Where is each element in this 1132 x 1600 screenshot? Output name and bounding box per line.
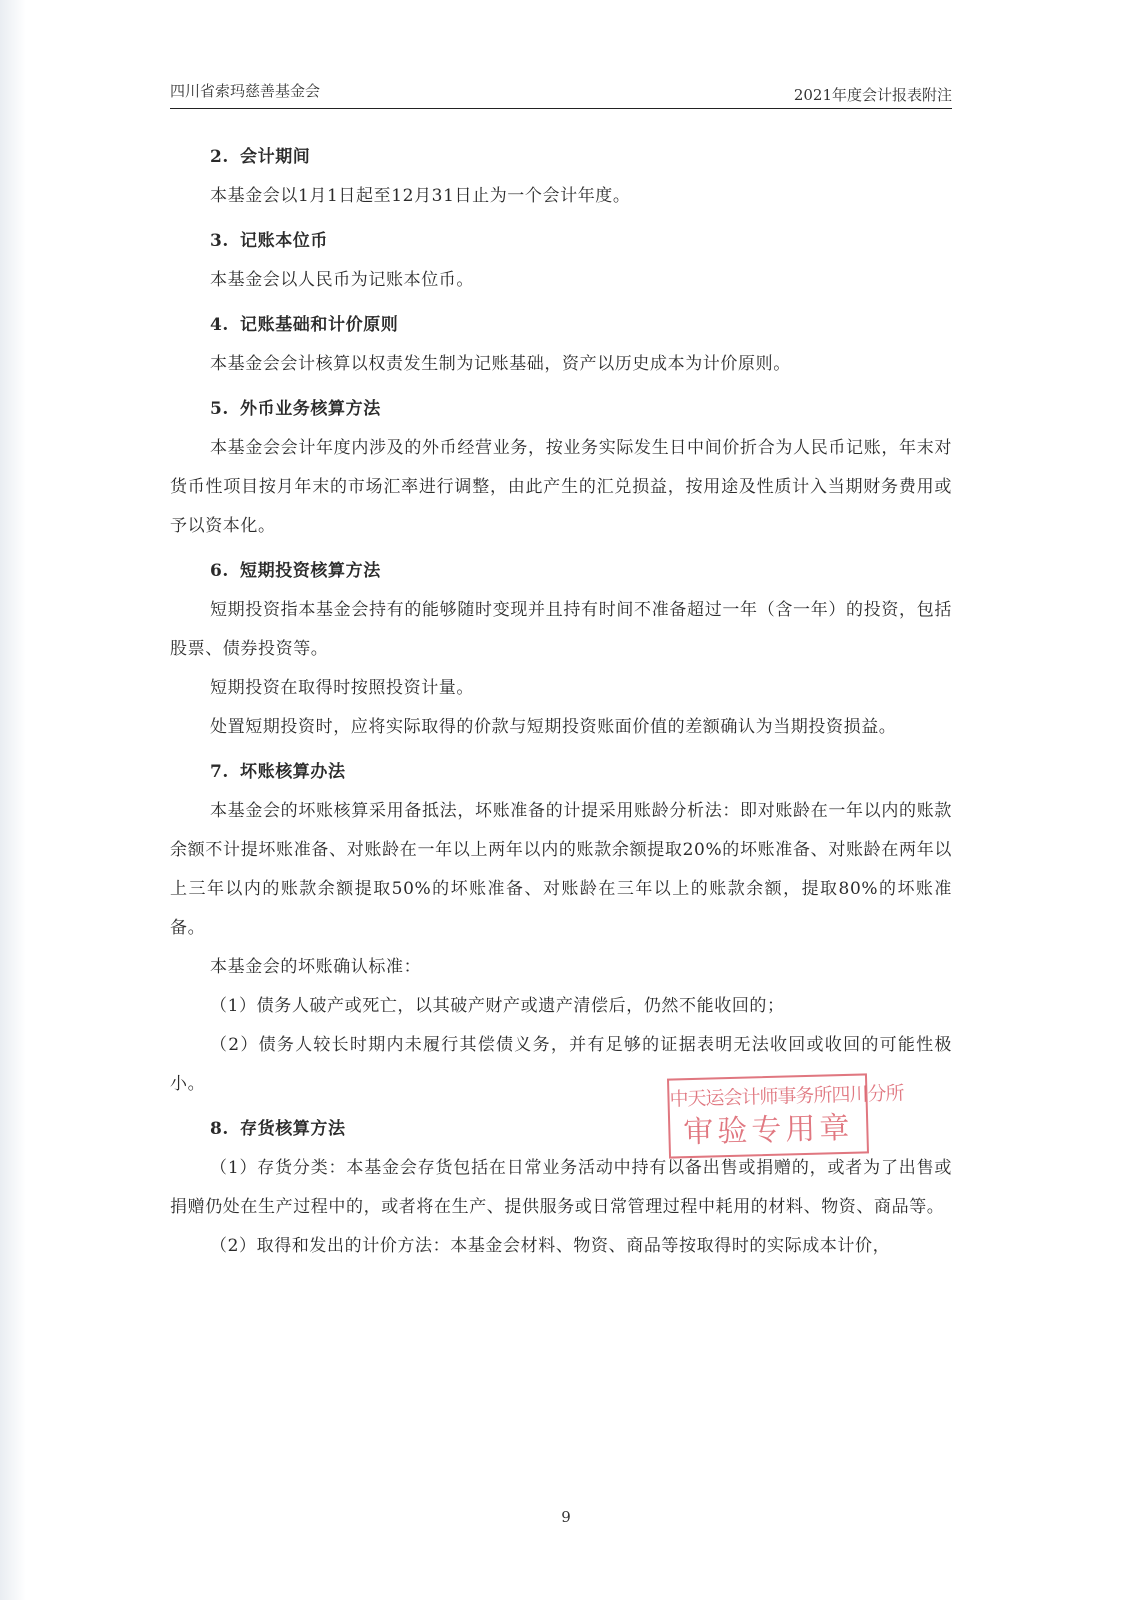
section-heading-2 bbox=[170, 138, 952, 177]
header-report-title: 2021年度会计报表附注 bbox=[793, 86, 952, 104]
section-heading-7 bbox=[170, 753, 952, 792]
section-number: 4. bbox=[210, 315, 229, 335]
section-title: 记账基础和计价原则 bbox=[240, 315, 399, 335]
section-heading-5 bbox=[170, 390, 952, 429]
section-heading-4 bbox=[170, 306, 952, 345]
audit-seal-stamp bbox=[667, 1073, 904, 1158]
list-item: （2）取得和发出的计价方法：本基金会材料、物资、商品等按取得时的实际成本计价， bbox=[210, 1236, 891, 1256]
section-heading-3 bbox=[170, 222, 952, 261]
paragraph: 本基金会的坏账确认标准： bbox=[210, 957, 422, 977]
list-item: （2）债务人较长时期内未履行其偿债义务，并有足够的证据表明无法收回或收回的可能性极小。 bbox=[170, 1035, 952, 1094]
stamp-purpose: 审验专用章 bbox=[682, 1110, 854, 1151]
section-title: 坏账核算办法 bbox=[240, 762, 346, 782]
section-number: 3. bbox=[210, 231, 229, 251]
page-header bbox=[170, 76, 952, 106]
scan-edge-shadow bbox=[0, 0, 26, 1600]
header-organization: 四川省索玛慈善基金会 bbox=[170, 82, 321, 100]
paragraph: 本基金会会计年度内涉及的外币经营业务，按业务实际发生日中间价折合为人民币记账，年末对货币性项目按月年末的市场汇率进行调整，由此产生的汇兑损益，按用途及性质计入当期财务费用或予以资本化。 bbox=[170, 438, 952, 536]
section-number: 6. bbox=[210, 561, 229, 581]
section-number: 2. bbox=[210, 147, 229, 167]
section-title: 会计期间 bbox=[240, 147, 311, 167]
paragraph: 处置短期投资时，应将实际取得的价款与短期投资账面价值的差额确认为当期投资损益。 bbox=[210, 717, 897, 737]
paragraph: 本基金会以1月1日起至12月31日止为一个会计年度。 bbox=[210, 186, 631, 206]
list-item: （1）债务人破产或死亡，以其破产财产或遗产清偿后，仍然不能收回的； bbox=[210, 996, 785, 1016]
section-title: 外币业务核算方法 bbox=[240, 399, 381, 419]
list-item: （1）存货分类：本基金会存货包括在日常业务活动中持有以备出售或捐赠的，或者为了出售或捐赠仍处在生产过程中的，或者将在生产、提供服务或日常管理过程中耗用的材料、物资、商品等。 bbox=[170, 1158, 952, 1217]
paragraph: 本基金会会计核算以权责发生制为记账基础，资产以历史成本为计价原则。 bbox=[210, 354, 791, 374]
section-heading-6 bbox=[170, 552, 952, 591]
section-number: 8. bbox=[210, 1119, 229, 1139]
section-number: 5. bbox=[210, 399, 229, 419]
section-title: 短期投资核算方法 bbox=[240, 561, 381, 581]
section-number: 7. bbox=[210, 762, 229, 782]
section-title: 记账本位币 bbox=[240, 231, 328, 251]
paragraph: 短期投资在取得时按照投资计量。 bbox=[210, 678, 474, 698]
paragraph: 短期投资指本基金会持有的能够随时变现并且持有时间不准备超过一年（含一年）的投资，包括股票、债券投资等。 bbox=[170, 600, 952, 659]
paragraph: 本基金会的坏账核算采用备抵法，坏账准备的计提采用账龄分析法：即对账龄在一年以内的账款余额不计提坏账准备、对账龄在一年以上两年以内的账款余额提取20%的坏账准备、对账龄在两年以上三年以内的账款余额提取50%的坏账准备、对账龄在三年以上的账款余额，提取80%的坏账准备。 bbox=[170, 801, 952, 938]
section-title: 存货核算方法 bbox=[240, 1119, 346, 1139]
stamp-firm-name: 中天运会计师事务所四川分所 bbox=[669, 1082, 904, 1111]
paragraph: 本基金会以人民币为记账本位币。 bbox=[210, 270, 474, 290]
header-divider bbox=[170, 108, 952, 109]
page-number: 9 bbox=[561, 1508, 571, 1526]
